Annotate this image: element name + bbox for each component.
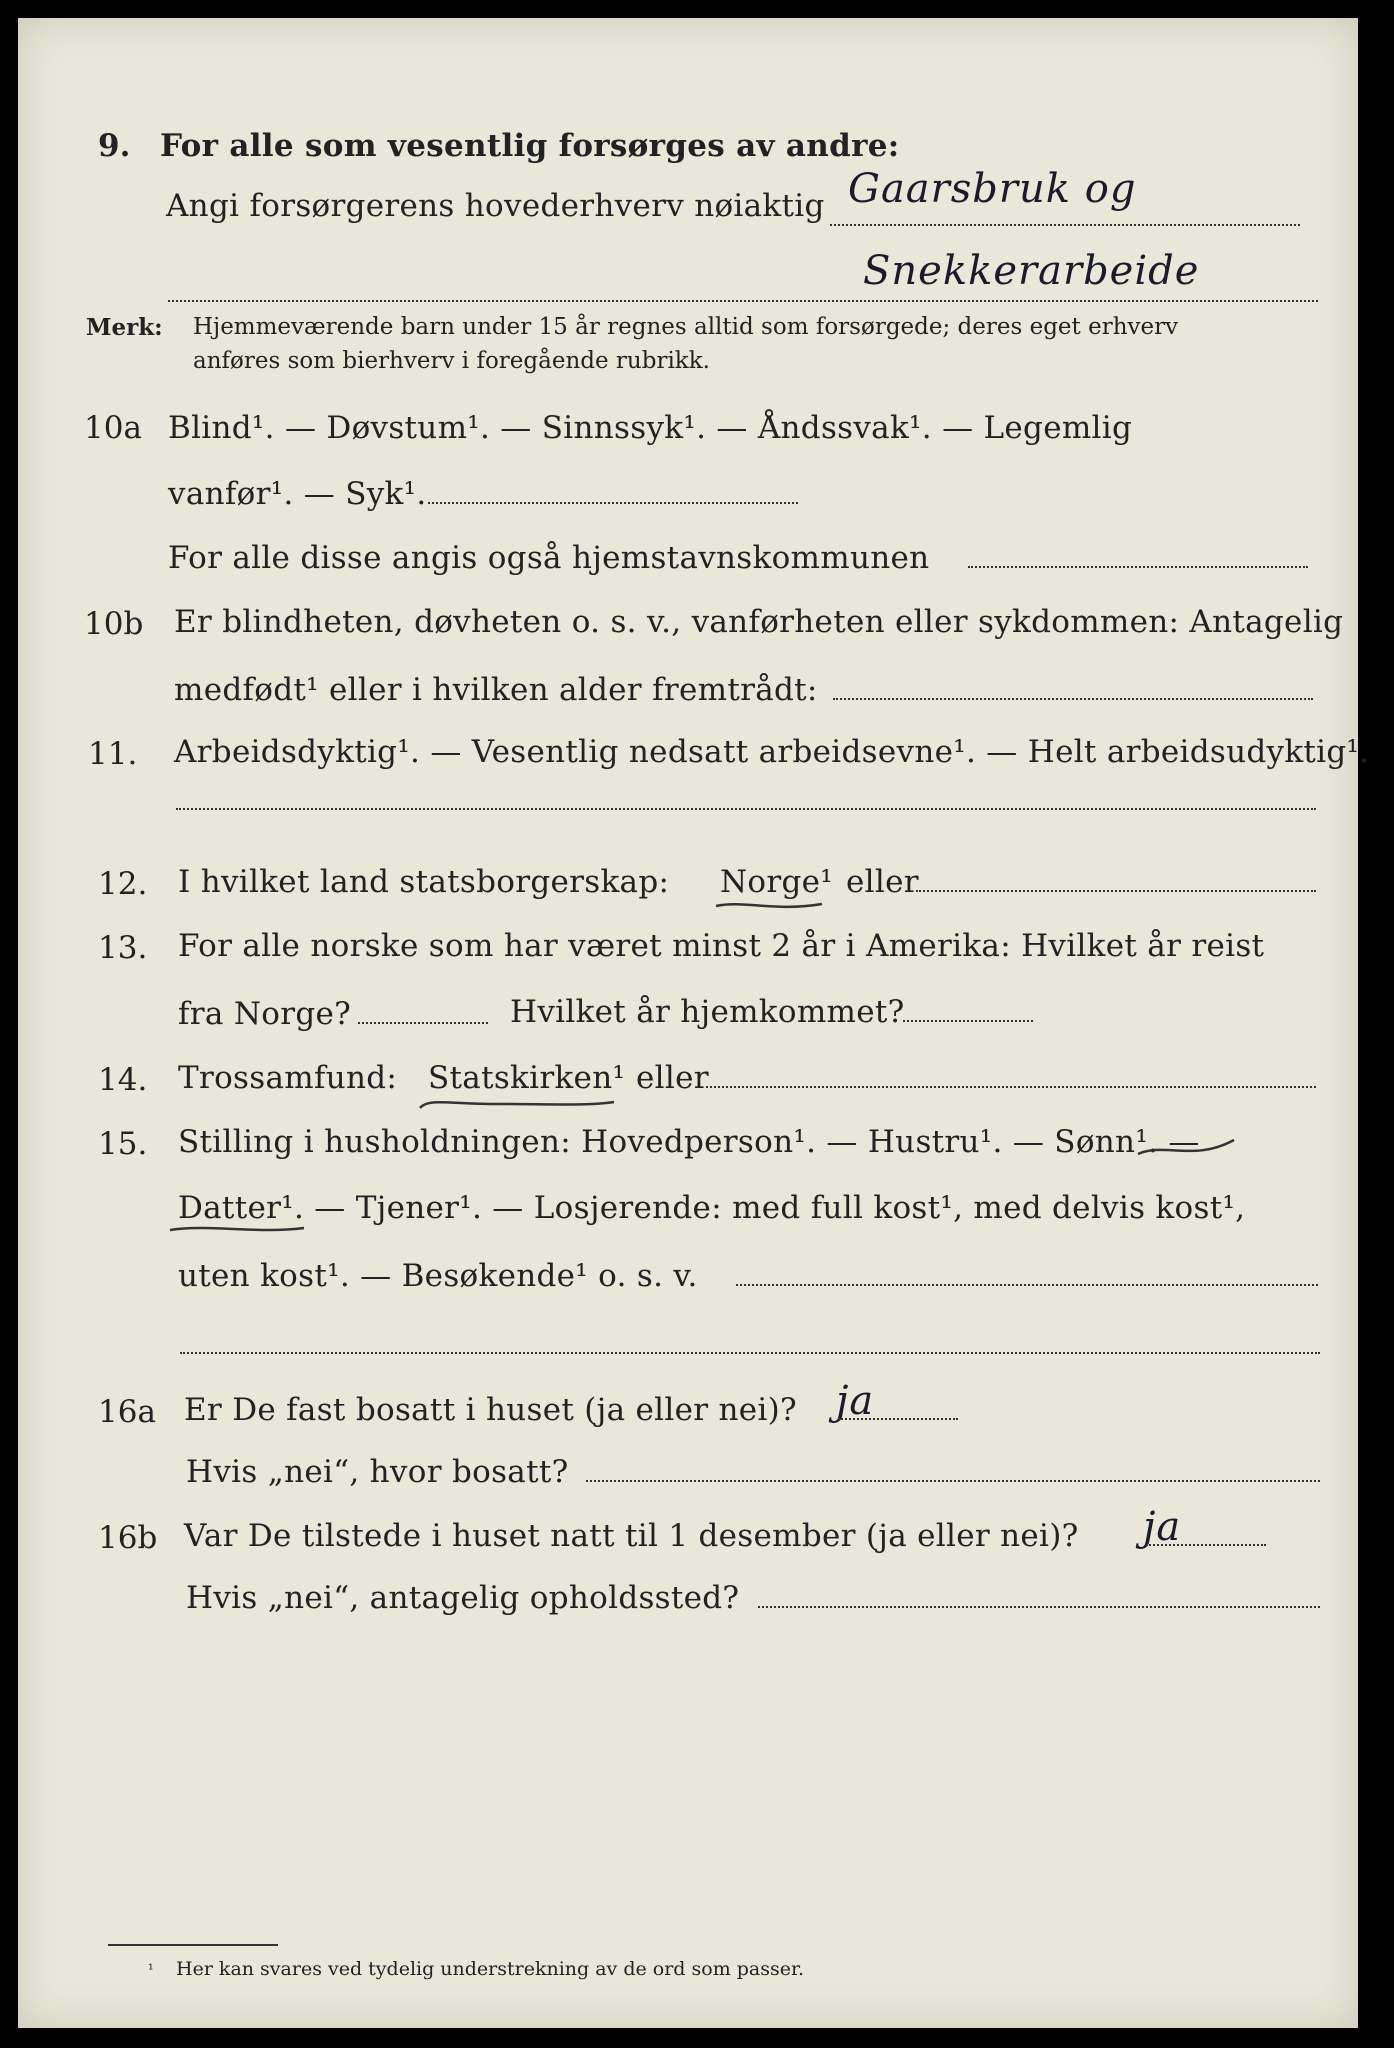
- q14-eller: eller: [636, 1060, 709, 1096]
- q11-line-1: Arbeidsdyktig¹. — Vesentlig nedsatt arbeidsevne¹. — Helt arbeidsudyktig¹.: [174, 734, 1370, 770]
- q13-hjemkommet-prompt: Hvilket år hjemkommet?: [510, 994, 905, 1030]
- q10a-line-2: vanfør¹. — Syk¹.: [168, 476, 427, 512]
- q10a-syk-line: [428, 502, 798, 504]
- q16a-number: 16a: [98, 1394, 156, 1430]
- q14-statskirken: Statskirken¹: [428, 1060, 626, 1096]
- q16b-opholdssted-prompt: Hvis „nei“, antagelig opholdssted?: [186, 1580, 740, 1616]
- q12-eller: eller: [846, 864, 919, 900]
- q16a-bosatt-line: [586, 1480, 1320, 1482]
- q12-answer-line: [916, 890, 1316, 892]
- q16a-bosatt-prompt: Hvis „nei“, hvor bosatt?: [186, 1454, 569, 1490]
- q9-handwritten-answer-2: Snekkerarbeide: [863, 248, 1200, 294]
- q12-number: 12.: [98, 866, 148, 902]
- q16b-opholdssted-line: [758, 1606, 1320, 1608]
- q9-heading: For alle som vesentlig forsørges av andre:: [160, 128, 900, 164]
- q16a-answer-line: [838, 1418, 958, 1420]
- q14-answer-line: [706, 1086, 1316, 1088]
- merk-text-2: anføres som bierhverv i foregående rubrikk.: [193, 348, 710, 374]
- footnote-divider: [108, 1944, 278, 1946]
- q15-sonn-strikethrough: [1134, 1118, 1240, 1168]
- q15-answer-line-2: [180, 1352, 1320, 1354]
- q15-line-1: Stilling i husholdningen: Hovedperson¹. — Hustru¹. — Sønn¹. —: [178, 1124, 1200, 1160]
- q11-answer-line: [176, 808, 1316, 810]
- q9-answer-line-2: [168, 300, 1318, 302]
- census-form-page: [18, 18, 1370, 2028]
- q15-line-2: Datter¹. — Tjener¹. — Losjerende: med full kost¹, med delvis kost¹,: [178, 1190, 1246, 1226]
- q13-hjemkommet-line: [903, 1020, 1033, 1022]
- q15-answer-line-1: [736, 1284, 1318, 1286]
- q10a-line-1: Blind¹. — Døvstum¹. — Sinnssyk¹. — Åndssvak¹. — Legemlig: [168, 410, 1133, 446]
- merk-text-1: Hjemmeværende barn under 15 år regnes alltid som forsørgede; deres eget erhverv: [193, 314, 1179, 340]
- footnote-text: Her kan svares ved tydelig understrekning av de ord som passer.: [176, 1958, 805, 1980]
- q13-reist-prompt: fra Norge?: [178, 996, 352, 1032]
- q16b-prompt: Var De tilstede i huset natt til 1 desember (ja eller nei)?: [184, 1518, 1079, 1554]
- q11-number: 11.: [88, 736, 138, 772]
- q10b-line-2: medfødt¹ eller i hvilken alder fremtrådt:: [174, 672, 818, 708]
- q16a-prompt: Er De fast bosatt i huset (ja eller nei)?: [184, 1392, 797, 1428]
- q10b-line-1: Er blindheten, døvheten o. s. v., vanførheten eller sykdommen: Antagelig: [174, 604, 1344, 640]
- q9-handwritten-answer-1: Gaarsbruk og: [848, 166, 1137, 212]
- q12-norge: Norge¹: [720, 864, 834, 900]
- q9-prompt: Angi forsørgerens hovederhverv nøiaktig: [166, 188, 825, 224]
- q16b-answer-line: [1146, 1544, 1266, 1546]
- q14-number: 14.: [98, 1062, 148, 1098]
- q14-prompt: Trossamfund:: [178, 1060, 398, 1096]
- q13-line-1: For alle norske som har været minst 2 år i Amerika: Hvilket år reist: [178, 928, 1265, 964]
- q14-statskirken-underline: [418, 1094, 618, 1116]
- q15-number: 15.: [98, 1126, 148, 1162]
- q15-line-3: uten kost¹. — Besøkende¹ o. s. v.: [178, 1258, 698, 1294]
- q15-datter-underline: [168, 1222, 308, 1238]
- q12-prompt: I hvilket land statsborgerskap:: [178, 864, 670, 900]
- q13-reist-line: [358, 1022, 488, 1024]
- q12-norge-underline: [714, 898, 824, 914]
- q10a-hjemstavn-line: [968, 566, 1308, 568]
- q16a-handwritten-answer: ja: [836, 1378, 875, 1424]
- q16b-number: 16b: [98, 1520, 158, 1556]
- q10b-number: 10b: [84, 606, 144, 642]
- footnote-mark: ¹: [148, 1962, 154, 1978]
- q16b-handwritten-answer: ja: [1143, 1504, 1182, 1550]
- q10b-alder-line: [833, 698, 1313, 700]
- q13-number: 13.: [98, 930, 148, 966]
- merk-label: Merk:: [86, 314, 163, 341]
- q9-number: 9.: [98, 128, 131, 164]
- q9-answer-line-1: [830, 224, 1300, 226]
- q10a-number: 10a: [84, 410, 142, 446]
- q10a-line-3: For alle disse angis også hjemstavnskommunen: [168, 540, 930, 576]
